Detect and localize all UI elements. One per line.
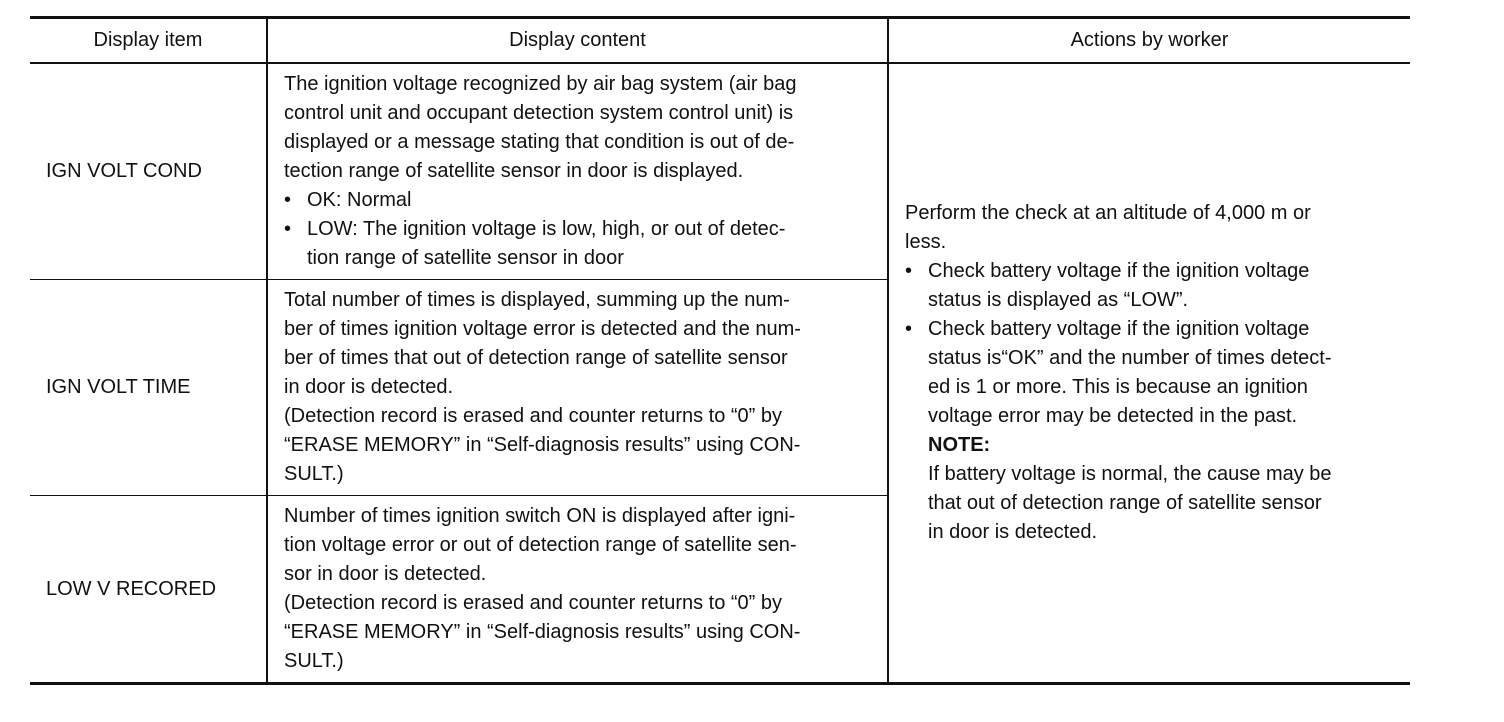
actions-list-item [905,257,1392,315]
bullet-icon: • [284,188,292,211]
display-item-cell: IGN VOLT TIME [30,280,267,496]
content-line: Number of times ignition switch ON is displayed after igni- [284,505,796,527]
status-list-item [284,215,881,273]
content-line: SULT.) [284,650,344,672]
display-content-cell [267,63,888,280]
bullet-line: voltage error may be detected in the past. [928,404,1298,427]
header-actions-by-worker: Actions by worker [888,18,1410,63]
content-line: Total number of times is displayed, summing up the num- [284,289,790,311]
display-content-cell [267,496,888,684]
bullet-line: ed is 1 or more. This is because an ignition [928,375,1308,398]
display-content-cell [267,280,888,496]
header-display-content: Display content [267,18,888,63]
content-line: displayed or a message stating that condition is out of de- [284,130,795,153]
bullet-line: status is displayed as “LOW”. [928,288,1189,311]
note-line: If battery voltage is normal, the cause may be [928,462,1332,485]
actions-cell [888,63,1410,684]
status-list [284,186,881,273]
actions-intro-line: less. [905,230,947,253]
note-block [905,431,1392,547]
display-item-cell: IGN VOLT COND [30,63,267,280]
note-line: that out of detection range of satellite sensor [928,491,1322,514]
header-row [30,18,1410,63]
actions-intro-line: Perform the check at an altitude of 4,000 m or [905,201,1311,224]
bullet-line: Check battery voltage if the ignition voltage [928,317,1310,340]
table-row [30,63,1410,280]
content-line: “ERASE MEMORY” in “Self-diagnosis results” using CON- [284,621,801,643]
content-line: in door is detected. [284,376,453,398]
content-line: “ERASE MEMORY” in “Self-diagnosis results” using CON- [284,434,801,456]
header-display-item: Display item [30,18,267,63]
bullet-line: OK: Normal [307,188,412,211]
content-line: tion voltage error or out of detection range of satellite sen- [284,534,797,556]
bullet-icon: • [905,259,913,282]
display-item-cell: LOW V RECORED [30,496,267,684]
content-line: control unit and occupant detection system control unit) is [284,101,794,124]
bullet-line: status is“OK” and the number of times detect- [928,346,1332,369]
content-line: tection range of satellite sensor in door is displayed. [284,159,744,182]
bullet-line: tion range of satellite sensor in door [307,246,624,269]
bullet-icon: • [284,217,292,240]
content-line: (Detection record is erased and counter returns to “0” by [284,405,783,427]
content-line: (Detection record is erased and counter returns to “0” by [284,592,783,614]
actions-list [905,257,1392,431]
actions-list-item [905,315,1392,431]
content-line: ber of times ignition voltage error is detected and the num- [284,318,801,340]
bullet-line: Check battery voltage if the ignition voltage [928,259,1310,282]
data-table [30,16,1410,685]
content-line: sor in door is detected. [284,563,487,585]
content-line: ber of times that out of detection range of satellite sensor [284,347,788,369]
bullet-icon: • [905,317,913,340]
note-label: NOTE: [928,433,991,456]
content-line: SULT.) [284,463,344,485]
bullet-line: LOW: The ignition voltage is low, high, or out of detec- [307,217,786,240]
note-line: in door is detected. [928,520,1097,543]
content-line: The ignition voltage recognized by air bag system (air bag [284,72,797,95]
status-list-item [284,186,881,215]
